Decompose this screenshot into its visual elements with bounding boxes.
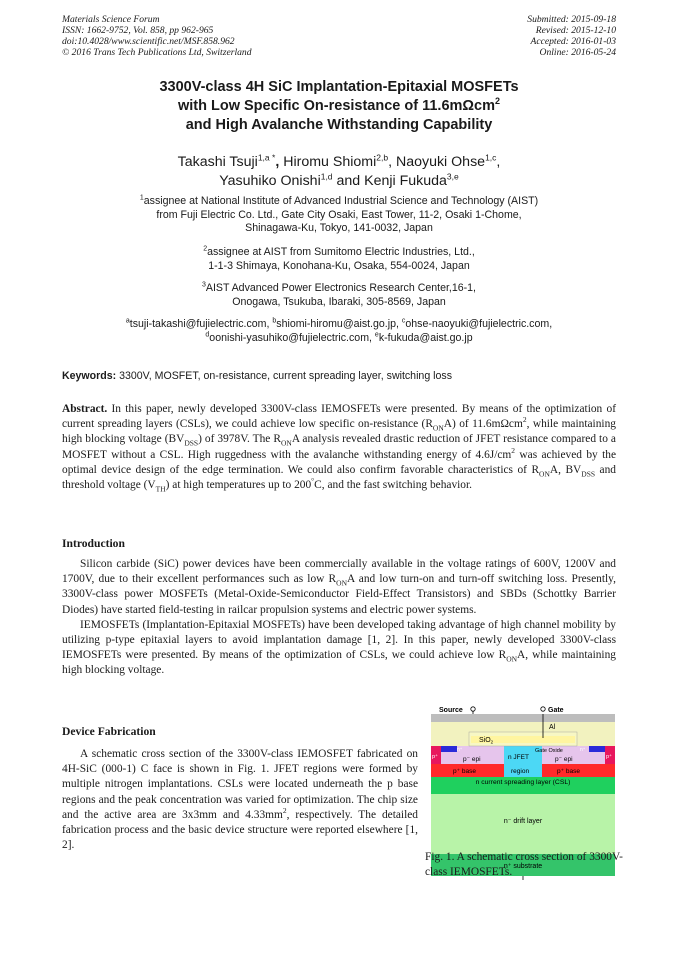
journal-copyright: © 2016 Trans Tech Publications Ltd, Switzerland <box>62 47 252 58</box>
abstract-sub: ON <box>539 469 550 479</box>
email-b[interactable]: shiomi-hiromu@aist.go.jp, <box>276 318 402 330</box>
abstract-text: A) of 11.6mΩcm <box>443 418 523 431</box>
label-p-plus-right: p⁺ <box>606 754 612 760</box>
devfab-sup: 2 <box>282 806 287 816</box>
label-p-base-left: p⁺ base <box>453 768 476 775</box>
affiliation-3-sup: 3 <box>202 281 206 289</box>
title-line-2-sup: 2 <box>495 96 501 107</box>
date-accepted: Accepted: 2016-01-03 <box>530 36 616 47</box>
label-n-jfet: n JFET <box>508 754 529 761</box>
header-left <box>62 14 252 58</box>
email-list <box>62 318 616 345</box>
intro-text: Silicon carbide (SiC) power devices have been commercially available in the voltage ratings of 600V, 1200V and 1700V, due to their excellent performances such as low R <box>62 558 616 586</box>
abstract <box>62 402 616 493</box>
affiliation-1-sup: 1 <box>139 194 144 202</box>
email-line-1 <box>62 318 616 332</box>
author-list <box>62 153 616 191</box>
email-sup: b <box>272 317 277 325</box>
email-sup: e <box>374 330 379 338</box>
email-sup: a <box>125 317 130 325</box>
date-revised: Revised: 2015-12-10 <box>535 25 616 36</box>
abstract-sub: DSS <box>184 438 199 448</box>
abstract-sub: DSS <box>581 469 596 479</box>
author-sep: , <box>496 154 501 170</box>
journal-doi[interactable]: doi:10.4028/www.scientific.net/MSF.858.962 <box>62 36 235 47</box>
author-name: Takashi Tsuji <box>177 154 258 170</box>
n-plus-left <box>441 746 457 752</box>
label-gate-oxide: Gate Oxide <box>535 748 563 754</box>
abstract-text: ) of 3978V. The R <box>198 433 281 446</box>
abstract-text: A, BV <box>549 463 582 476</box>
affiliation-1 <box>62 195 616 236</box>
intro-text: IEMOSFETs (Implantation-Epitaxial MOSFETs) have been developed taking advantage of high channel mobility by utilizing p-type epitaxial layers to avoid implantation damage [1, 2]. In this paper, newly developed 3300V-class IEMOSFETs were presented. By means of the optimization of CSLs, we could achieve low R <box>62 618 616 662</box>
affiliation-3 <box>62 282 616 309</box>
label-n-plus-right: n⁺ <box>580 747 586 753</box>
top-metal <box>431 714 615 722</box>
label-csl: n current spreading layer (CSL) <box>475 779 571 786</box>
intro-paragraph-1 <box>62 557 616 618</box>
email-sup: c <box>401 317 406 325</box>
abstract-sub: ON <box>432 423 444 433</box>
author-name: Naoyuki Ohse <box>395 154 486 170</box>
figure-1-caption: Fig. 1. A schematic cross section of 3300V-class IEMOSFETs. <box>425 851 623 879</box>
label-al: Al <box>549 724 556 731</box>
label-sio2-sub: 2 <box>490 739 494 745</box>
device-fabrication-body <box>62 747 418 853</box>
affiliation-3-line-1 <box>62 282 616 296</box>
keywords-label: Keywords: <box>62 370 117 382</box>
affiliation-1-line-1 <box>62 195 616 209</box>
author-sep: , <box>388 154 396 170</box>
journal-name: Materials Science Forum <box>62 14 160 25</box>
affiliation-2-line-1 <box>62 246 616 260</box>
abstract-text: and threshold voltage (V <box>62 463 616 492</box>
gate-terminal <box>541 707 545 711</box>
author-sup: 1,a * <box>257 152 276 163</box>
abstract-sup: ° <box>311 476 315 486</box>
abstract-label: Abstract. <box>62 403 108 415</box>
abstract-text: A analysis revealed drastic reduction of JFET resistance compared to a MOSFET without a CSL. High ruggedness with the avalanche withstanding energy of 4.6J/cm <box>62 433 616 461</box>
email-sup: d <box>205 330 210 338</box>
source-terminal <box>471 707 475 711</box>
header-right <box>527 14 616 58</box>
abstract-text: In this paper, newly developed 3300V-class IEMOSFETs were presented. By means of the optimization of current spreading layers (CSLs), we could achieve low specific on-resistance (R <box>62 403 616 431</box>
affiliation-2 <box>62 246 616 273</box>
section-heading-device-fabrication: Device Fabrication <box>62 725 156 738</box>
author-sup: 1,c <box>485 152 497 163</box>
affiliation-3-line-2: Onogawa, Tsukuba, Ibaraki, 305-8569, Japan <box>232 295 446 308</box>
author-name: Kenji Fukuda <box>364 173 447 189</box>
label-p-plus-left: p⁺ <box>432 754 438 760</box>
affiliation-3-text: AIST Advanced Power Electronics Research Center,16-1, <box>205 282 476 294</box>
label-sio2-text: SiO <box>479 737 491 744</box>
keywords-text: 3300V, MOSFET, on-resistance, current spreading layer, switching loss <box>116 370 452 382</box>
label-p-epi-left: p⁻ epi <box>463 756 481 763</box>
abstract-text: ) at high temperatures up to 200 <box>165 479 312 492</box>
devfab-text: , respectively. The detailed fabrication process and the basic device structure were reported elsewhere [1, 2]. <box>62 808 418 852</box>
intro-text: A and low turn-on and turn-off switching loss. Presently, 3300V-class power MOSFETs (Metal-Oxide-Semiconductor Field-Effect Transistors) and SBDs (Schottky Barrier Diodes) have started field-testing in railcar propulsion systems and electric power systems. <box>62 573 616 616</box>
author-sep: and <box>332 173 365 189</box>
author-name: Yasuhiko Onishi <box>219 173 321 189</box>
author-sup: 3,e <box>446 171 459 182</box>
label-region: region <box>511 768 530 775</box>
affiliation-2-sup: 2 <box>203 245 208 253</box>
author-sup: 2,b <box>376 152 389 163</box>
abstract-text: C, and the fast switching behavior. <box>314 479 473 492</box>
email-a[interactable]: tsuji-takashi@fujielectric.com, <box>129 318 273 330</box>
email-c[interactable]: ohse-naoyuki@fujielectric.com, <box>405 318 553 330</box>
affiliation-1-line-2: from Fuji Electric Co. Ltd., Gate City Osaki, East Tower, 11-2, Osaki 1-Chome, <box>156 208 522 221</box>
date-submitted: Submitted: 2015-09-18 <box>527 14 616 25</box>
introduction-body <box>62 557 616 679</box>
title-line-1: 3300V-class 4H SiC Implantation-Epitaxial MOSFETs <box>159 79 519 95</box>
paper-title <box>62 78 616 135</box>
label-p-epi-right: p⁻ epi <box>555 756 573 763</box>
devfab-paragraph-1 <box>62 747 418 853</box>
label-n-plus-left: n⁺ <box>457 747 463 753</box>
abstract-sub: ON <box>280 438 292 448</box>
intro-sub: ON <box>336 578 347 588</box>
label-substrate: n⁺ substrate <box>503 863 543 870</box>
title-line-2 <box>62 97 616 116</box>
abstract-sup: 2 <box>511 445 516 455</box>
email-line-2 <box>62 332 616 346</box>
author-line-2 <box>62 172 616 191</box>
email-e[interactable]: k-fukuda@aist.go.jp <box>378 331 473 344</box>
abstract-text: was achieved by the optimal device design of the edge termination. We could also confirm favorable characteristics of R <box>62 448 616 476</box>
author-name: Hiromu Shiomi <box>283 154 377 170</box>
author-sup: 1,d <box>320 171 333 182</box>
intro-sub: ON <box>506 654 518 664</box>
abstract-text: , while maintaining high blocking voltage (BV <box>62 418 616 446</box>
affiliation-1-line-3: Shinagawa-Ku, Tokyo, 141-0032, Japan <box>245 222 433 234</box>
abstract-sup: 2 <box>522 415 527 425</box>
affiliation-1-text: assignee at National Institute of Advanced Industrial Science and Technology (AIST) <box>143 195 539 207</box>
label-gate: Gate <box>548 707 564 714</box>
devfab-text: A schematic cross section of the 3300V-class IEMOSFET fabricated on 4H-SiC (000-1) C face is shown in Fig. 1. JFET regions were formed by multiple nitrogen implantations. CSLs were located underneath the p base regions and the peak concentration was varied for optimization. The chip size and the active area are 3x3mm and 4.33mm <box>62 748 418 821</box>
email-d[interactable]: oonishi-yasuhiko@fujielectric.com, <box>209 331 375 344</box>
date-online: Online: 2016-05-24 <box>539 47 616 58</box>
abstract-sub: TH <box>155 484 166 494</box>
author-line-1 <box>62 153 616 172</box>
title-line-3: and High Avalanche Withstanding Capability <box>185 117 493 133</box>
author-sep: , <box>275 154 284 170</box>
label-source: Source <box>439 707 463 714</box>
label-drift: n⁻ drift layer <box>503 818 543 825</box>
title-line-2-text: with Low Specific On-resistance of 11.6mΩcm <box>177 98 495 114</box>
intro-paragraph-2 <box>62 618 616 679</box>
n-plus-right <box>589 746 605 752</box>
keywords <box>62 370 616 382</box>
label-p-base-right: p⁺ base <box>557 768 580 775</box>
section-heading-introduction: Introduction <box>62 537 125 550</box>
affiliation-2-text: assignee at AIST from Sumitomo Electric Industries, Ltd., <box>207 246 475 258</box>
affiliation-2-line-2: 1-1-3 Shimaya, Konohana-Ku, Osaka, 554-0024, Japan <box>208 259 470 272</box>
intro-text: A, while maintaining high blocking voltage. <box>62 649 616 677</box>
journal-issn: ISSN: 1662-9752, Vol. 858, pp 962-965 <box>62 25 214 36</box>
